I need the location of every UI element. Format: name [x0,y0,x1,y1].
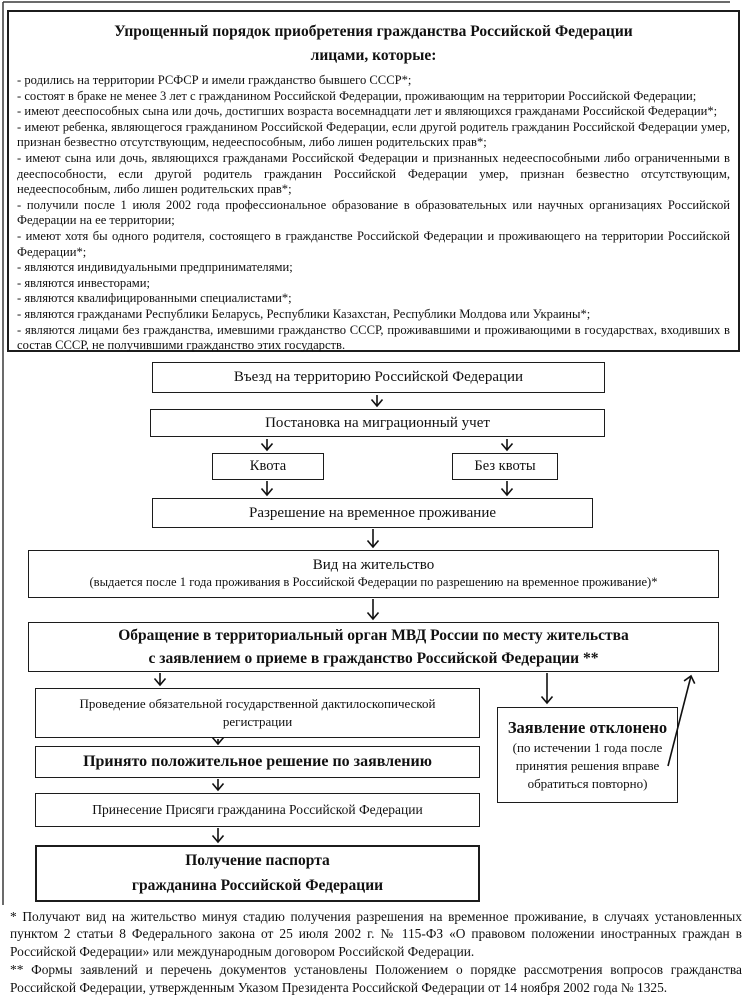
flow-box-oath [35,793,480,827]
flow-box-fingerprinting [35,688,480,738]
condition-item: - получили после 1 июля 2002 года профессиональное образование в образовательных или научных организациях Российской Федерации на ее территории; [17,197,730,228]
flow-box-quota [212,453,324,480]
flow-box-residence-permit-note: (выдается после 1 года проживания в Российской Федерации по разрешению на временное проживание)* [89,575,658,590]
header-box [7,10,740,352]
footnote-double-asterisk: ** Формы заявлений и перечень документов установлены Положением о порядке рассмотрения вопросов гражданства Российской Федерации, утвержденным Указом Президента Российской Федерации от 14 ноября 2002 года № 1325. [10,962,742,995]
flow-box-rejected [497,707,678,803]
conditions-list [17,73,730,354]
flow-box-residence-permit-title: Вид на жительство [312,557,435,574]
flow-box-positive-decision [35,746,480,778]
flow-box-positive-decision-label: Принято положительное решение по заявлению [83,753,432,770]
flow-box-passport [35,845,480,902]
page-title-line2: лицами, которые: [310,47,437,65]
flow-box-oath-label: Принесение Присяги гражданина Российской Федерации [92,802,423,817]
flow-box-no-quota [452,453,558,480]
page-title-line1: Упрощенный порядок приобретения гражданства Российской Федерации [114,23,633,40]
flow-box-rejected-title: Заявление отклонено [507,718,668,738]
flow-box-entry-label: Въезд на территорию Российской Федерации [233,369,524,385]
flow-box-temp-residence [152,498,593,528]
flow-box-residence-permit [28,550,719,598]
flow-box-application [28,622,719,672]
flow-box-application-line2: с заявлением о приеме в гражданство Российской Федерации ** [148,650,599,667]
condition-item: - имеют ребенка, являющегося гражданином Российской Федерации, если другой родитель гражданин Российской Федерации умер, признан безвестно отсутствующим, недееспособным, либо лишен родительских прав*; [17,119,730,150]
flow-box-quota-label: Квота [249,458,287,474]
condition-item: - состоят в браке не менее 3 лет с гражданином Российской Федерации, проживающим на территории Российской Федерации; [17,88,697,103]
condition-item: - являются индивидуальными предпринимателями; [17,260,293,275]
condition-item: - являются гражданами Республики Беларусь, Республики Казахстан, Республики Молдова или Украины*; [17,306,591,321]
flow-box-passport-line2: гражданина Российской Федерации [131,876,384,894]
page-title [17,20,730,68]
flow-box-temp-residence-label: Разрешение на временное проживание [248,504,497,521]
condition-item: - родились на территории РСФСР и имели гражданство бывшего СССР*; [17,73,412,88]
condition-item: - имеют дееспособных сына или дочь, достигших возраста восемнадцати лет и являющихся гражданами Российской Федерации*; [17,104,718,119]
flow-box-no-quota-label: Без квоты [474,458,536,474]
flow-box-migration-registration-label: Постановка на миграционный учет [265,414,490,431]
flow-box-entry [152,362,605,393]
flow-box-migration-registration [150,409,605,437]
flow-box-rejected-note: (по истечении 1 года после принятия решения вправе обратиться повторно) [512,739,663,791]
condition-item: - имеют сына или дочь, являющихся гражданами Российской Федерации и признанных недееспособными либо ограниченными в дееспособности, если другой родитель гражданин Российской Федерации умер, признан безвестно отсутствующим, недееспособным, либо лишен родительских прав*; [17,151,730,197]
flow-box-fingerprinting-label: Проведение обязательной государственной дактилоскопической регистрации [79,696,436,729]
footnote-single-asterisk: * Получают вид на жительство минуя стадию получения разрешения на временное проживание, в случаях установленных пунктом 2 статьи 8 Федерального закона от 25 июля 2002 г. № 115-ФЗ «О правовом положении иностранных граждан в Российской Федерации» или международным договором Российской Федерации. [10,909,742,959]
condition-item: - имеют хотя бы одного родителя, состоящего в гражданстве Российской Федерации и проживающего на территории Российской Федерации*; [17,228,730,259]
footnotes [10,908,742,996]
flow-box-passport-line1: Получение паспорта [185,851,330,869]
condition-item: - являются лицами без гражданства, имевшими гражданство СССР, проживавшими и проживающими в государствах, входивших в состав СССР, не получившими гражданство этих государств. [17,322,730,353]
condition-item: - являются инвесторами; [17,275,150,290]
flow-box-application-line1: Обращение в территориальный орган МВД России по месту жительства [118,626,629,644]
condition-item: - являются квалифицированными специалистами*; [17,291,292,306]
